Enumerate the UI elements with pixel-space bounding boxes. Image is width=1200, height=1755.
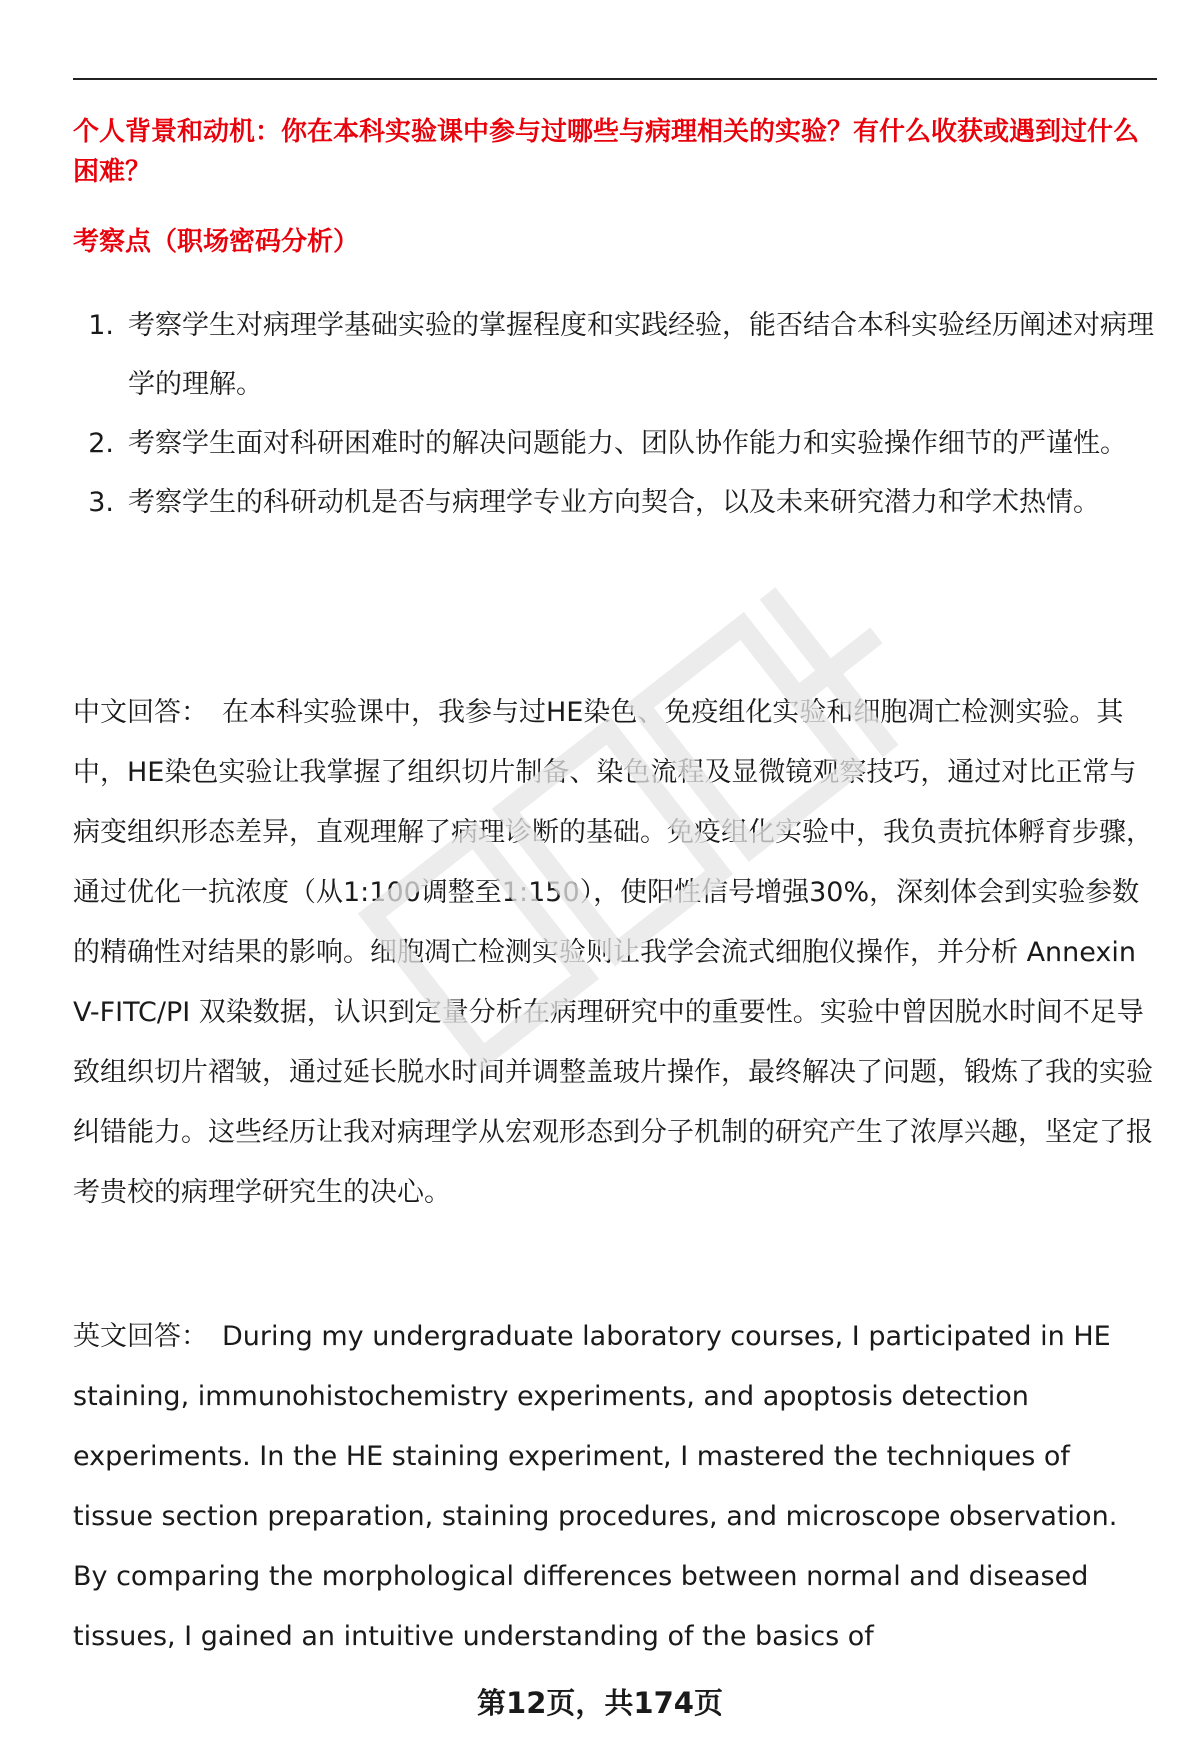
chinese-answer-text: 在本科实验课中，我参与过HE染色、免疫组化实验和细胞凋亡检测实验。其中，HE染色实验让我掌握了组织切片制备、染色流程及显微镜观察技巧，通过对比正常与病变组织形态差异，直观理解了病理诊断的基础。免疫组化实验中，我负责抗体孵育步骤，通过优化一抗浓度（从1:100调整至1:150），使阳性信号增强30%，深刻体会到实验参数的精确性对结果的影响。细胞凋亡检测实验则让我学会流式细胞仪操作，并分析 Annexin V-FITC/PI 双染数据，认识到定量分析在病理研究中的重要性。实验中曾因脱水时间不足导致组织切片褶皱，通过延长脱水时间并调整盖玻片操作，最终解决了问题，锻炼了我的实验纠错能力。这些经历让我对病理学从宏观形态到分子机制的研究产生了浓厚兴趣，坚定了报考贵校的病理学研究生的决心。 (73, 697, 1153, 1208)
list-item-text: 考察学生的科研动机是否与病理学专业方向契合，以及未来研究潜力和学术热情。 (128, 487, 1100, 518)
list-item-number: 3. (88, 487, 114, 518)
list-item-text: 考察学生对病理学基础实验的掌握程度和实践经验，能否结合本科实验经历阐述对病理学的理解。 (128, 310, 1154, 400)
list-item-number: 2. (88, 428, 114, 459)
list-item (73, 473, 1157, 532)
list-item-number: 1. (88, 310, 114, 341)
list-item (73, 414, 1157, 473)
english-answer (73, 1307, 1157, 1667)
top-rule (73, 78, 1157, 80)
question-heading: 个人背景和动机：你在本科实验课中参与过哪些与病理相关的实验？有什么收获或遇到过什么困难？ (73, 117, 1140, 187)
list-item-text: 考察学生面对科研困难时的解决问题能力、团队协作能力和实验操作细节的严谨性。 (128, 428, 1127, 459)
chinese-answer-label: 中文回答： (73, 697, 208, 728)
list-item (73, 296, 1157, 414)
assessment-points-list (73, 296, 1157, 532)
english-answer-label: 英文回答： (73, 1321, 208, 1352)
section-title: 考察点（职场密码分析） (73, 227, 360, 257)
english-answer-text: During my undergraduate laboratory courses, I participated in HE staining, immunohistochemistry experiments, and apoptosis detection experiments. In the HE staining experiment, I mastered the techniques of tissue section preparation, staining procedures, and microscope observation. By comparing the morphological differences between normal and diseased tissues, I gained an intuitive understanding of the basics of (73, 1321, 1118, 1652)
page-number-footer: 第12页，共174页 (477, 1686, 723, 1720)
chinese-answer (73, 683, 1157, 1223)
